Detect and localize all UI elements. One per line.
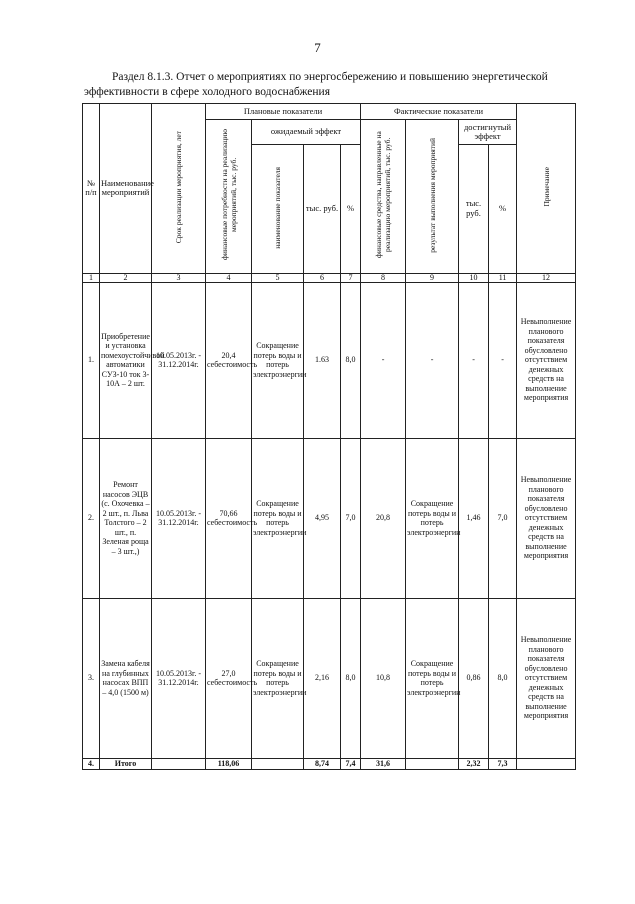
- page-number: 7: [314, 40, 321, 55]
- header-achieved: достигнутый эффект: [459, 120, 517, 145]
- col-num: 9: [406, 273, 459, 282]
- row-fact-result: -: [406, 282, 459, 438]
- title-line-1: Раздел 8.1.3. Отчет о мероприятиях по энергосбережению и повышению энергетической: [112, 71, 548, 83]
- col-num: 8: [361, 273, 406, 282]
- table-row: [83, 438, 576, 598]
- row-indicator: Сокращение потерь воды и потерь электроэнергии: [252, 438, 304, 598]
- row-fact-pct: -: [489, 282, 517, 438]
- total-num: 4.: [83, 758, 100, 769]
- row-plan-fin: 20,4 себестоимость: [206, 282, 252, 438]
- row-plan-rub: 4,95: [304, 438, 341, 598]
- col-num: 7: [341, 273, 361, 282]
- row-fact-fin: 10,8: [361, 598, 406, 758]
- total-empty: [252, 758, 304, 769]
- row-plan-pct: 8,0: [341, 598, 361, 758]
- row-num: 1.: [83, 282, 100, 438]
- total-empty: [406, 758, 459, 769]
- total-fact-fin: 31,6: [361, 758, 406, 769]
- total-label: Итого: [100, 758, 152, 769]
- header-name: Наименование мероприятий: [100, 104, 152, 274]
- header-note-text: Примечание: [541, 167, 551, 207]
- row-period: 10.05.2013г. - 31.12.2014г.: [152, 282, 206, 438]
- header-period: [152, 104, 206, 274]
- row-fact-rub: 1,46: [459, 438, 489, 598]
- col-num: 2: [100, 273, 152, 282]
- row-fact-fin: 20,8: [361, 438, 406, 598]
- header-num: № п/п: [83, 104, 100, 274]
- row-fact-fin: -: [361, 282, 406, 438]
- row-name: Ремонт насосов ЭЦВ (с. Охочевка – 2 шт., п. Льва Толстого – 2 шт., п. Зеленая роща – 3 шт.,): [100, 438, 152, 598]
- header-fact: Фактические показатели: [361, 104, 517, 120]
- row-plan-fin: 27,0 себестоимость: [206, 598, 252, 758]
- header-note: [517, 104, 576, 274]
- col-num: 1: [83, 273, 100, 282]
- title-line-2: эффективности в сфере холодного водоснабжения: [84, 86, 330, 98]
- row-fact-pct: 7,0: [489, 438, 517, 598]
- row-plan-rub: 1.63: [304, 282, 341, 438]
- row-fact-result: Сокращение потерь воды и потерь электроэнергии: [406, 598, 459, 758]
- header-plan-fin: [206, 120, 252, 274]
- row-plan-fin: 70,66 себестоимость: [206, 438, 252, 598]
- total-plan-rub: 8,74: [304, 758, 341, 769]
- col-num: 11: [489, 273, 517, 282]
- header-indicator: [252, 145, 304, 273]
- header-expected: ожидаемый эффект: [252, 120, 361, 145]
- row-indicator: Сокращение потерь воды и потерь электроэнергии: [252, 598, 304, 758]
- row-fact-pct: 8,0: [489, 598, 517, 758]
- total-fact-rub: 2,32: [459, 758, 489, 769]
- row-plan-pct: 7,0: [341, 438, 361, 598]
- col-num: 6: [304, 273, 341, 282]
- header-plan-pct: %: [341, 145, 361, 273]
- header-plan: Плановые показатели: [206, 104, 361, 120]
- header-plan-fin-text: финансовые потребности на реализацию мероприятий, тыс. руб.: [219, 129, 238, 261]
- row-note: Невыполнение планового показателя обусловлено отсутствием денежных средств на выполнение мероприятия: [517, 598, 576, 758]
- table-row: [83, 598, 576, 758]
- row-plan-pct: 8,0: [341, 282, 361, 438]
- row-fact-result: Сокращение потерь воды и потерь электроэнергии: [406, 438, 459, 598]
- header-fact-result: [406, 120, 459, 274]
- row-note: Невыполнение планового показателя обусловлено отсутствием денежных средств на выполнение мероприятия: [517, 282, 576, 438]
- col-num: 10: [459, 273, 489, 282]
- header-plan-rub: тыс. руб.: [304, 145, 341, 273]
- total-plan-pct: 7,4: [341, 758, 361, 769]
- total-fact-pct: 7,3: [489, 758, 517, 769]
- col-num: 3: [152, 273, 206, 282]
- row-num: 3.: [83, 598, 100, 758]
- total-empty: [152, 758, 206, 769]
- row-name: Приобретение и установка помехоустойчивой автоматики СУЗ-10 ток 3-10А – 2 шт.: [100, 282, 152, 438]
- row-period: 10.05.2013г. - 31.12.2014г.: [152, 598, 206, 758]
- col-num: 5: [252, 273, 304, 282]
- header-fact-result-text: результат выполнения мероприятий: [427, 137, 437, 253]
- row-fact-rub: -: [459, 282, 489, 438]
- header-indicator-text: наименование показателя: [273, 166, 282, 249]
- row-note: Невыполнение планового показателя обусловлено отсутствием денежных средств на выполнение мероприятия: [517, 438, 576, 598]
- row-fact-rub: 0,86: [459, 598, 489, 758]
- column-number-row: [83, 273, 576, 282]
- header-fact-pct: %: [489, 145, 517, 273]
- header-fact-fin-text: финансовые средства, направленные на реализацию мероприятий, тыс. руб.: [374, 131, 393, 259]
- row-plan-rub: 2,16: [304, 598, 341, 758]
- row-period: 10.05.2013г. - 31.12.2014г.: [152, 438, 206, 598]
- header-fact-fin: [361, 120, 406, 274]
- row-num: 2.: [83, 438, 100, 598]
- row-indicator: Сокращение потерь воды и потерь электроэнергии: [252, 282, 304, 438]
- total-plan-fin: 118,06: [206, 758, 252, 769]
- section-title: [84, 70, 584, 100]
- col-num: 4: [206, 273, 252, 282]
- col-num: 12: [517, 273, 576, 282]
- row-name: Замена кабеля на глубинных насосах ВПП – 4,0 (1500 м): [100, 598, 152, 758]
- header-period-text: Срок реализации мероприятия, лет: [174, 130, 183, 244]
- report-table: [82, 103, 576, 770]
- header-fact-rub: тыс. руб.: [459, 145, 489, 273]
- table-row: [83, 282, 576, 438]
- total-empty: [517, 758, 576, 769]
- total-row: [83, 758, 576, 769]
